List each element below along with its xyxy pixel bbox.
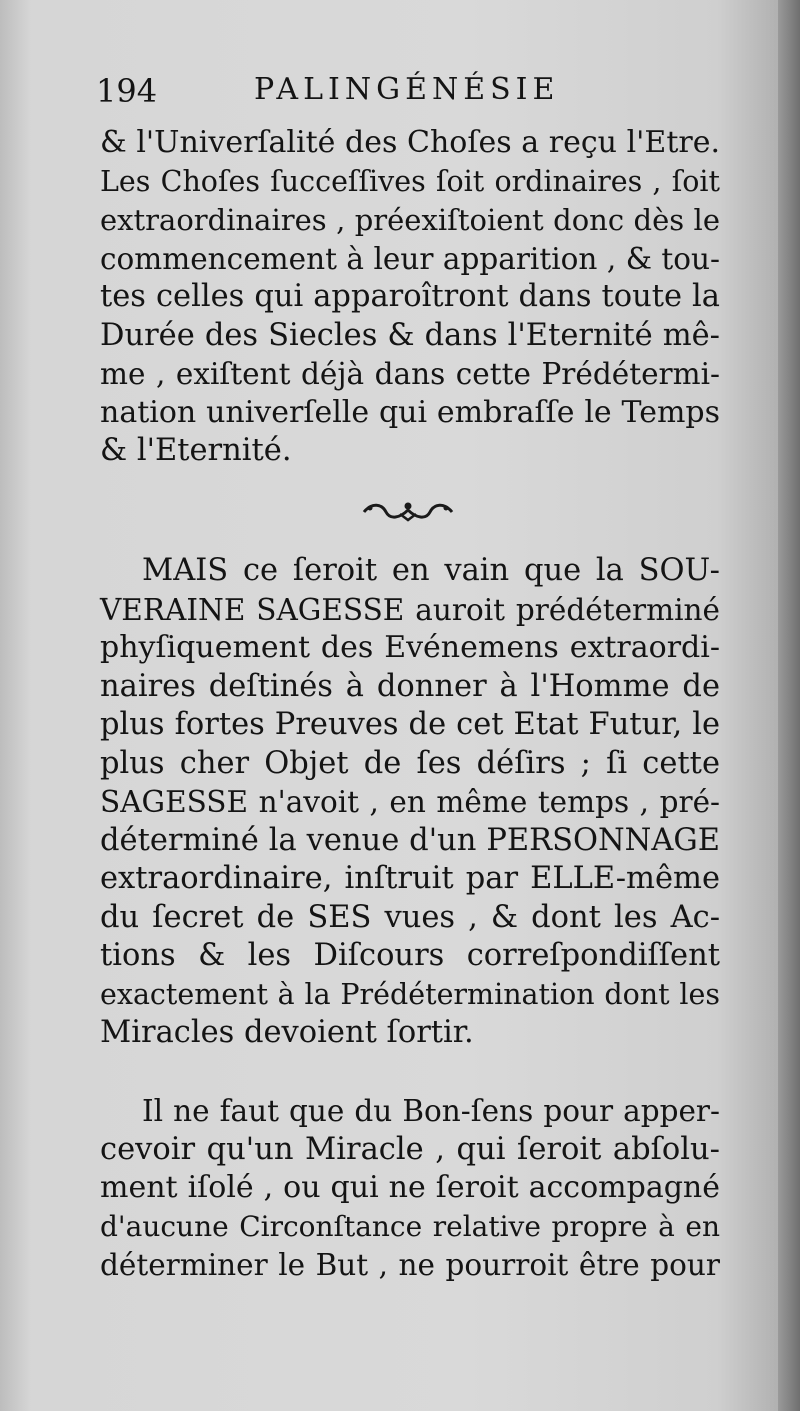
- text-line: plus fortes Preuves de cet Etat Futur, le: [100, 707, 720, 742]
- text-line: déterminer le But , ne pourroit être pour: [100, 1248, 720, 1282]
- text-line: plus cher Objet de ſes déſirs ; ſi cette: [100, 745, 720, 781]
- text-line: VERAINE SAGESSE auroit prédéterminé: [100, 592, 720, 627]
- text-line: extraordinaire, inſtruit par ELLE-même: [100, 861, 720, 896]
- text-line: Miracles devoient ſortir.: [100, 1015, 474, 1050]
- text-line: Les Choſes ſucceſſives ſoit ordinaires , ſoit: [100, 164, 720, 198]
- page-edge: [778, 0, 800, 1411]
- text-line: & l'Eternité.: [100, 433, 292, 468]
- text-line: phyſiquement des Evénemens extraordi-: [100, 630, 720, 665]
- text-line: naires deſtinés à donner à l'Homme de: [100, 668, 720, 704]
- text-line: tions & les Diſcours correſpondiſſent: [100, 938, 720, 973]
- page-number: 194: [96, 72, 158, 110]
- text-line: cevoir qu'un Miracle , qui ſeroit abſolu-: [100, 1131, 720, 1167]
- text-line: exactement à la Prédétermination dont les: [100, 977, 720, 1011]
- text-line: du ſecret de SES vues , & dont les Ac-: [100, 899, 720, 935]
- text-line: & l'Univerſalité des Choſes a reçu l'Etre.: [100, 125, 720, 160]
- text-line: MAIS ce ſeroit en vain que la SOU-: [142, 553, 720, 588]
- text-line: d'aucune Circonſtance relative propre à en: [100, 1209, 720, 1243]
- text-line: ment iſolé , ou qui ne ſeroit accompagné: [100, 1170, 720, 1205]
- text-line: commencement à leur apparition , & tou-: [100, 241, 720, 276]
- text-line: nation univerſelle qui embraſſe le Temps: [100, 394, 720, 430]
- running-head: PALINGÉNÉSIE: [254, 72, 560, 107]
- text-line: déterminé la venue d'un PERSONNAGE: [100, 822, 720, 858]
- text-line: Il ne faut que du Bon-ſens pour apper-: [142, 1094, 720, 1128]
- text-line: Durée des Siecles & dans l'Eternité mê-: [100, 317, 720, 353]
- paragraph-3: [100, 1092, 720, 1285]
- ornament-divider: [360, 498, 456, 524]
- text-line: SAGESSE n'avoit , en même temps , pré-: [100, 785, 720, 819]
- text-line: me , exiſtent déjà dans cette Prédétermi-: [100, 357, 720, 391]
- text-line: extraordinaires , préexiſtoient donc dès le: [100, 203, 720, 237]
- page-header: [96, 68, 726, 118]
- text-line: tes celles qui apparoîtront dans toute la: [100, 279, 720, 314]
- paragraph-2: [100, 552, 720, 1053]
- paragraph-1: [100, 124, 720, 471]
